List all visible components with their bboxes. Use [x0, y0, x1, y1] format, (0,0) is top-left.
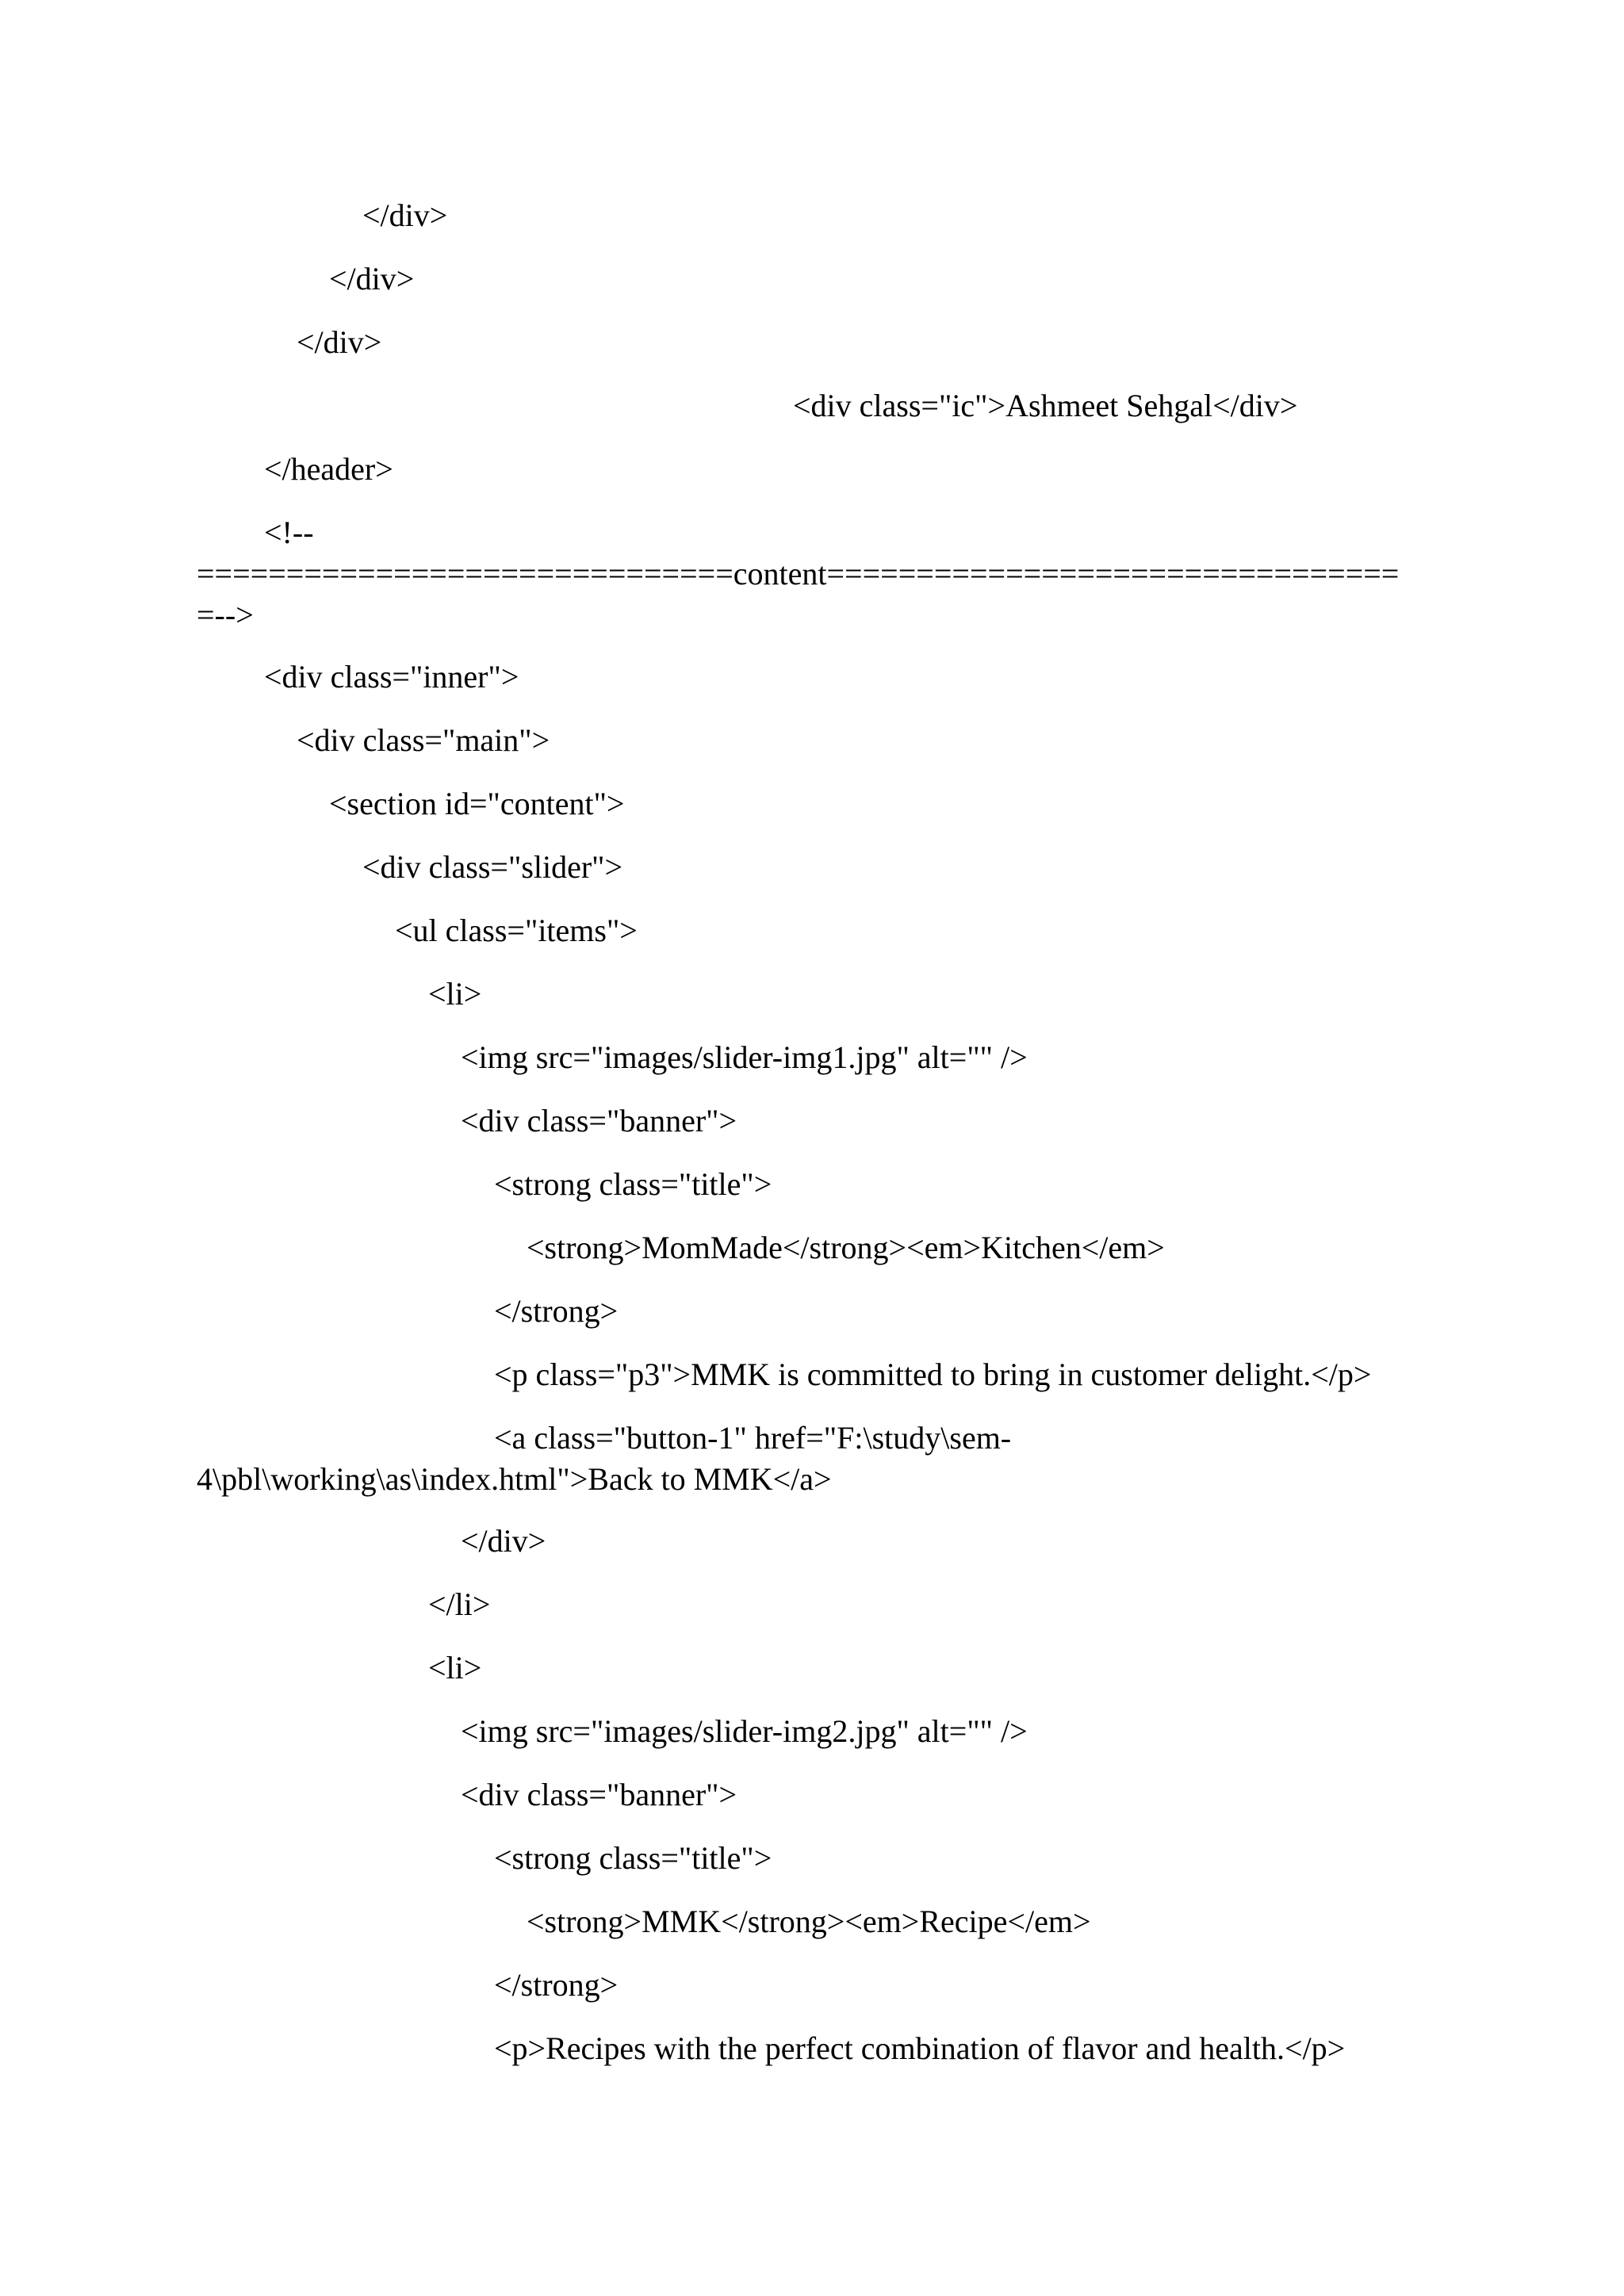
code-line: <li>: [428, 976, 482, 1012]
code-line: <div class="banner">: [461, 1103, 737, 1138]
code-line: </li>: [428, 1586, 491, 1622]
code-line: <strong class="title">: [494, 1840, 772, 1876]
code-line: <strong>MomMade</strong><em>Kitchen</em>: [527, 1230, 1165, 1265]
code-line: <li>: [428, 1650, 482, 1686]
code-line: </strong>: [494, 1967, 619, 2003]
code-line: 4\pbl\working\as\index.html">Back to MMK</a>: [197, 1461, 832, 1497]
code-line: <div class="main">: [297, 722, 550, 758]
code-line: <p class="p3">MMK is committed to bring in customer delight.</p>: [494, 1357, 1372, 1392]
code-line: =-->: [197, 597, 254, 633]
code-line: <p>Recipes with the perfect combination of flavor and health.</p>: [494, 2030, 1346, 2066]
code-line: <ul class="items">: [395, 913, 638, 948]
code-line: <div class="inner">: [264, 659, 519, 695]
code-line: <img src="images/slider-img2.jpg" alt="" />: [461, 1713, 1028, 1749]
code-line: </div>: [362, 197, 448, 233]
code-line: <section id="content">: [329, 786, 625, 821]
code-line: </div>: [329, 261, 415, 297]
code-line: </div>: [297, 324, 382, 360]
code-line: <div class="banner">: [461, 1777, 737, 1812]
code-line: <div class="ic">Ashmeet Sehgal</div>: [793, 388, 1298, 423]
code-line: <div class="slider">: [362, 849, 623, 885]
code-line: <strong>MMK</strong><em>Recipe</em>: [527, 1904, 1091, 1939]
code-line: </strong>: [494, 1293, 619, 1329]
code-line: <!--: [264, 515, 314, 550]
code-line: </header>: [264, 451, 393, 487]
code-line: <strong class="title">: [494, 1166, 772, 1202]
code-line: <a class="button-1" href="F:\study\sem-: [494, 1420, 1012, 1456]
code-line: ==============================content================================: [197, 556, 1400, 591]
code-line: </div>: [461, 1523, 546, 1559]
code-line: <img src="images/slider-img1.jpg" alt="" />: [461, 1039, 1028, 1075]
